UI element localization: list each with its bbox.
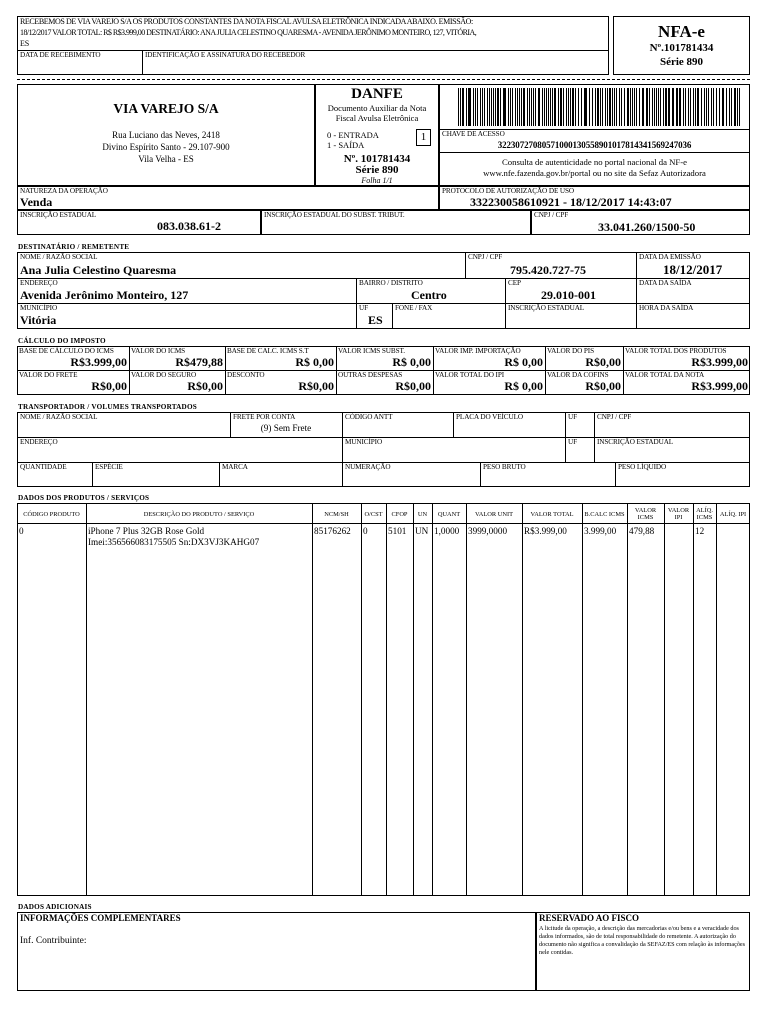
product-cell-ncm: 85176262 — [314, 526, 351, 536]
emission-date-label: DATA DA EMISSÃO — [639, 253, 701, 261]
recipient-name-value: Ana Julia Celestino Quaresma — [20, 263, 177, 277]
uf-value: ES — [368, 313, 383, 327]
product-cell-total: R$3.999,00 — [524, 526, 567, 536]
tax-value: R$ 0,00 — [504, 379, 543, 393]
tax-value: R$3.999,00 — [691, 355, 748, 369]
carrier-uf-label: UF — [568, 413, 577, 421]
tax-label: VALOR DO SEGURO — [131, 371, 197, 379]
product-cell-unit: 3999,0000 — [468, 526, 508, 536]
cut-line — [17, 79, 750, 80]
column-header: ALÍQ. ICMS — [696, 507, 713, 521]
transport-section-title: TRANSPORTADOR / VOLUMES TRANSPORTADOS — [18, 403, 197, 411]
tax-label: VALOR TOTAL DA NOTA — [625, 371, 705, 379]
access-key-barcode — [458, 88, 742, 126]
receipt-signature-label: IDENTIFICAÇÃO E ASSINATURA DO RECEBEDOR — [145, 51, 306, 59]
district-label: BAIRRO / DISTRITO — [359, 279, 423, 287]
column-header: O/CST — [364, 510, 383, 518]
tax-value: R$479,88 — [175, 355, 223, 369]
freight-label: FRETE POR CONTA — [233, 413, 296, 421]
transport-grid — [17, 412, 750, 487]
danfe-folha: Folha 1/1 — [361, 176, 393, 185]
product-description-line2: Imei:356566083175505 Sn:DX3VJ3KAHG07 — [88, 537, 260, 547]
product-cell-cfop: 5101 — [388, 526, 407, 536]
tax-label: VALOR IMP. IMPORTAÇÃO — [435, 347, 521, 355]
column-header: VALOR TOTAL — [530, 510, 574, 518]
nature-value: Venda — [20, 195, 53, 209]
fisco-title: RESERVADO AO FISCO — [539, 913, 640, 923]
recipient-cnpj-value: 795.420.727-75 — [510, 263, 586, 277]
tax-label: BASE DE CÁLCULO DO ICMS — [19, 347, 114, 355]
tax-label: VALOR DO FRETE — [19, 371, 78, 379]
nature-label: NATUREZA DA OPERAÇÃO — [20, 187, 108, 195]
column-header: CFOP — [391, 510, 408, 518]
ie-st-label: INSCRIÇÃO ESTADUAL DO SUBST. TRIBUT. — [264, 211, 405, 219]
nfa-number: Nº.101781434 — [649, 42, 714, 54]
recipient-address-label: ENDEREÇO — [20, 279, 58, 287]
column-header: VALOR UNIT — [474, 510, 514, 518]
column-header: ALÍQ. IPI — [719, 510, 747, 518]
carrier-city-label: MUNICÍPIO — [345, 438, 383, 446]
emitter-cnpj-label: CNPJ / CPF — [534, 211, 569, 219]
protocol-label: PROTOCOLO DE AUTORIZAÇÃO DE USO — [442, 187, 575, 195]
product-cell-icms: 479,88 — [629, 526, 655, 536]
carrier-address-label: ENDEREÇO — [20, 438, 58, 446]
info-text: Inf. Contribuinte: — [20, 936, 87, 946]
district-value: Centro — [411, 288, 447, 302]
recipient-cnpj-label: CNPJ / CPF — [468, 253, 503, 261]
column-header: VALOR ICMS — [634, 507, 657, 521]
uf-label: UF — [359, 304, 368, 312]
tax-value: R$0,00 — [585, 355, 621, 369]
ie-label: INSCRIÇÃO ESTADUAL — [20, 211, 97, 219]
product-cell-cst: 0 — [363, 526, 368, 536]
numbering-label: NUMERAÇÃO — [345, 463, 391, 471]
tax-label: VALOR DO ICMS — [131, 347, 186, 355]
qty-label: QUANTIDADE — [20, 463, 67, 471]
phone-label: FONE / FAX — [395, 304, 433, 312]
info-box — [17, 912, 536, 991]
tax-value: R$0,00 — [187, 379, 223, 393]
nfa-title: NFA-e — [658, 22, 705, 41]
danfe-saida: 1 - SAÍDA — [327, 140, 365, 150]
additional-section-title: DADOS ADICIONAIS — [18, 903, 92, 911]
consult-text2: www.nfe.fazenda.gov.br/portal ou no site da Sefaz Autorizadora — [483, 168, 706, 178]
emitter-address1: Rua Luciano das Neves, 2418 — [112, 130, 220, 140]
cep-value: 29.010-001 — [541, 288, 596, 302]
net-weight-label: PESO LÍQUIDO — [618, 463, 667, 471]
receipt-text-2: 18/12/2017 VALOR TOTAL: R$ R$3.999,00 DESTINATÁRIO: ANA JULIA CELESTINO QUARESMA - AVENIDA JERÔNIMO MONTEIRO, 127, VITÓRIA, — [20, 28, 477, 37]
tax-value: R$3.999,00 — [70, 355, 127, 369]
products-section-title: DADOS DOS PRODUTOS / SERVIÇOS — [18, 494, 150, 502]
fisco-text: A licitude da operação, a descrição das mercadorias e/ou bens e a veracidade dos dados informados, são de total responsabilidade do remetente. A autorização do documento não significa a convalidação da SEFAZ/ES com relação às informações nele contidas. — [539, 925, 746, 956]
tax-value: R$ 0,00 — [504, 355, 543, 369]
column-header: QUANT — [437, 510, 461, 518]
brand-label: MARCA — [222, 463, 248, 471]
consult-text1: Consulta de autenticidade no portal nacional da NF-e — [501, 157, 688, 167]
danfe-subtitle1: Documento Auxiliar da Nota — [327, 103, 427, 113]
emitter-name: VIA VAREJO S/A — [113, 101, 219, 116]
danfe-number: Nº. 101781434 — [343, 153, 411, 165]
tax-label: DESCONTO — [227, 371, 265, 379]
cep-label: CEP — [508, 279, 521, 287]
recipient-ie-label: INSCRIÇÃO ESTADUAL — [508, 304, 585, 312]
antt-label: CÓDIGO ANTT — [345, 413, 393, 421]
nfa-series: Série 890 — [659, 56, 704, 68]
tax-value: R$0,00 — [585, 379, 621, 393]
receipt-text-3: ES — [20, 39, 30, 48]
tax-value: R$0,00 — [298, 379, 334, 393]
gross-weight-label: PESO BRUTO — [483, 463, 526, 471]
carrier-cnpj-label: CNPJ / CPF — [597, 413, 632, 421]
city-label: MUNICÍPIO — [20, 304, 58, 312]
receipt-text-1: RECEBEMOS DE VIA VAREJO S/A OS PRODUTOS CONSTANTES DA NOTA FISCAL AVULSA ELETRÔNICA INDICADA ABAIXO. EMISSÃO: — [20, 17, 473, 26]
access-key-label: CHAVE DE ACESSO — [442, 130, 505, 138]
danfe-series: Série 890 — [355, 164, 399, 176]
column-header: NCM/SH — [324, 510, 349, 518]
tax-label: VALOR TOTAL DO IPI — [435, 371, 505, 379]
ie-value: 083.038.61-2 — [157, 219, 221, 233]
tax-label: VALOR DO PIS — [547, 347, 594, 355]
products-table — [17, 503, 750, 896]
plate-label: PLACA DO VEÍCULO — [456, 413, 523, 421]
tax-label: BASE DE CALC. ICMS S.T — [227, 347, 309, 355]
info-title: INFORMAÇÕES COMPLEMENTARES — [20, 913, 181, 923]
tax-value: R$0,00 — [91, 379, 127, 393]
tax-label: VALOR ICMS SUBST. — [338, 347, 405, 355]
carrier-name-label: NOME / RAZÃO SOCIAL — [20, 413, 98, 421]
tax-value: R$ 0,00 — [392, 355, 431, 369]
tax-value: R$ 0,00 — [295, 355, 334, 369]
recipient-address-value: Avenida Jerônimo Monteiro, 127 — [20, 288, 189, 302]
product-cell-qty: 1,0000 — [434, 526, 460, 536]
city-value: Vitória — [20, 313, 57, 327]
danfe-entrada: 0 - ENTRADA — [327, 130, 379, 140]
emitter-address3: Vila Velha - ES — [138, 154, 194, 164]
column-header: B.CALC ICMS — [584, 510, 625, 518]
column-header: UN — [417, 510, 428, 518]
emitter-cnpj-value: 33.041.260/1500-50 — [598, 220, 696, 234]
recipient-name-label: NOME / RAZÃO SOCIAL — [20, 253, 98, 261]
recipient-section-title: DESTINATÁRIO / REMETENTE — [18, 243, 130, 251]
tax-label: VALOR TOTAL DOS PRODUTOS — [625, 347, 727, 355]
product-cell-bcalc: 3.999,00 — [584, 526, 617, 536]
tax-label: OUTRAS DESPESAS — [338, 371, 403, 379]
tax-label: VALOR DA COFINS — [547, 371, 609, 379]
access-key-value: 32230727080571000130558901017814341569247036 — [497, 140, 692, 150]
danfe-subtitle2: Fiscal Avulsa Eletrônica — [335, 113, 419, 123]
product-description-line1: iPhone 7 Plus 32GB Rose Gold — [88, 526, 205, 536]
tax-section-title: CÁLCULO DO IMPOSTO — [18, 337, 106, 345]
tax-value: R$0,00 — [395, 379, 431, 393]
protocol-value: 332230058610921 - 18/12/2017 14:43:07 — [470, 195, 672, 209]
receipt-date-label: DATA DE RECEBIMENTO — [20, 51, 101, 59]
freight-value: (9) Sem Frete — [260, 423, 312, 433]
exit-time-label: HORA DA SAÍDA — [639, 304, 694, 312]
danfe-title: DANFE — [351, 86, 403, 102]
exit-date-label: DATA DA SAÍDA — [639, 279, 692, 287]
species-label: ESPÉCIE — [95, 463, 123, 471]
column-header: CÓDIGO PRODUTO — [23, 510, 80, 518]
product-cell-un: UN — [415, 526, 429, 536]
product-cell-code: 0 — [19, 526, 24, 536]
product-cell-aliq-icms: 12 — [695, 526, 705, 536]
emitter-address2: Divino Espírito Santo - 29.107-900 — [102, 142, 230, 152]
carrier-uf2-label: UF — [568, 438, 577, 446]
column-header: DESCRIÇÃO DO PRODUTO / SERVIÇO — [143, 510, 255, 518]
tax-value: R$3.999,00 — [691, 379, 748, 393]
emission-date-value: 18/12/2017 — [663, 262, 723, 277]
danfe-type-box: 1 — [416, 129, 431, 146]
carrier-ie-label: INSCRIÇÃO ESTADUAL — [597, 438, 674, 446]
column-header: VALOR IPI — [667, 507, 690, 521]
